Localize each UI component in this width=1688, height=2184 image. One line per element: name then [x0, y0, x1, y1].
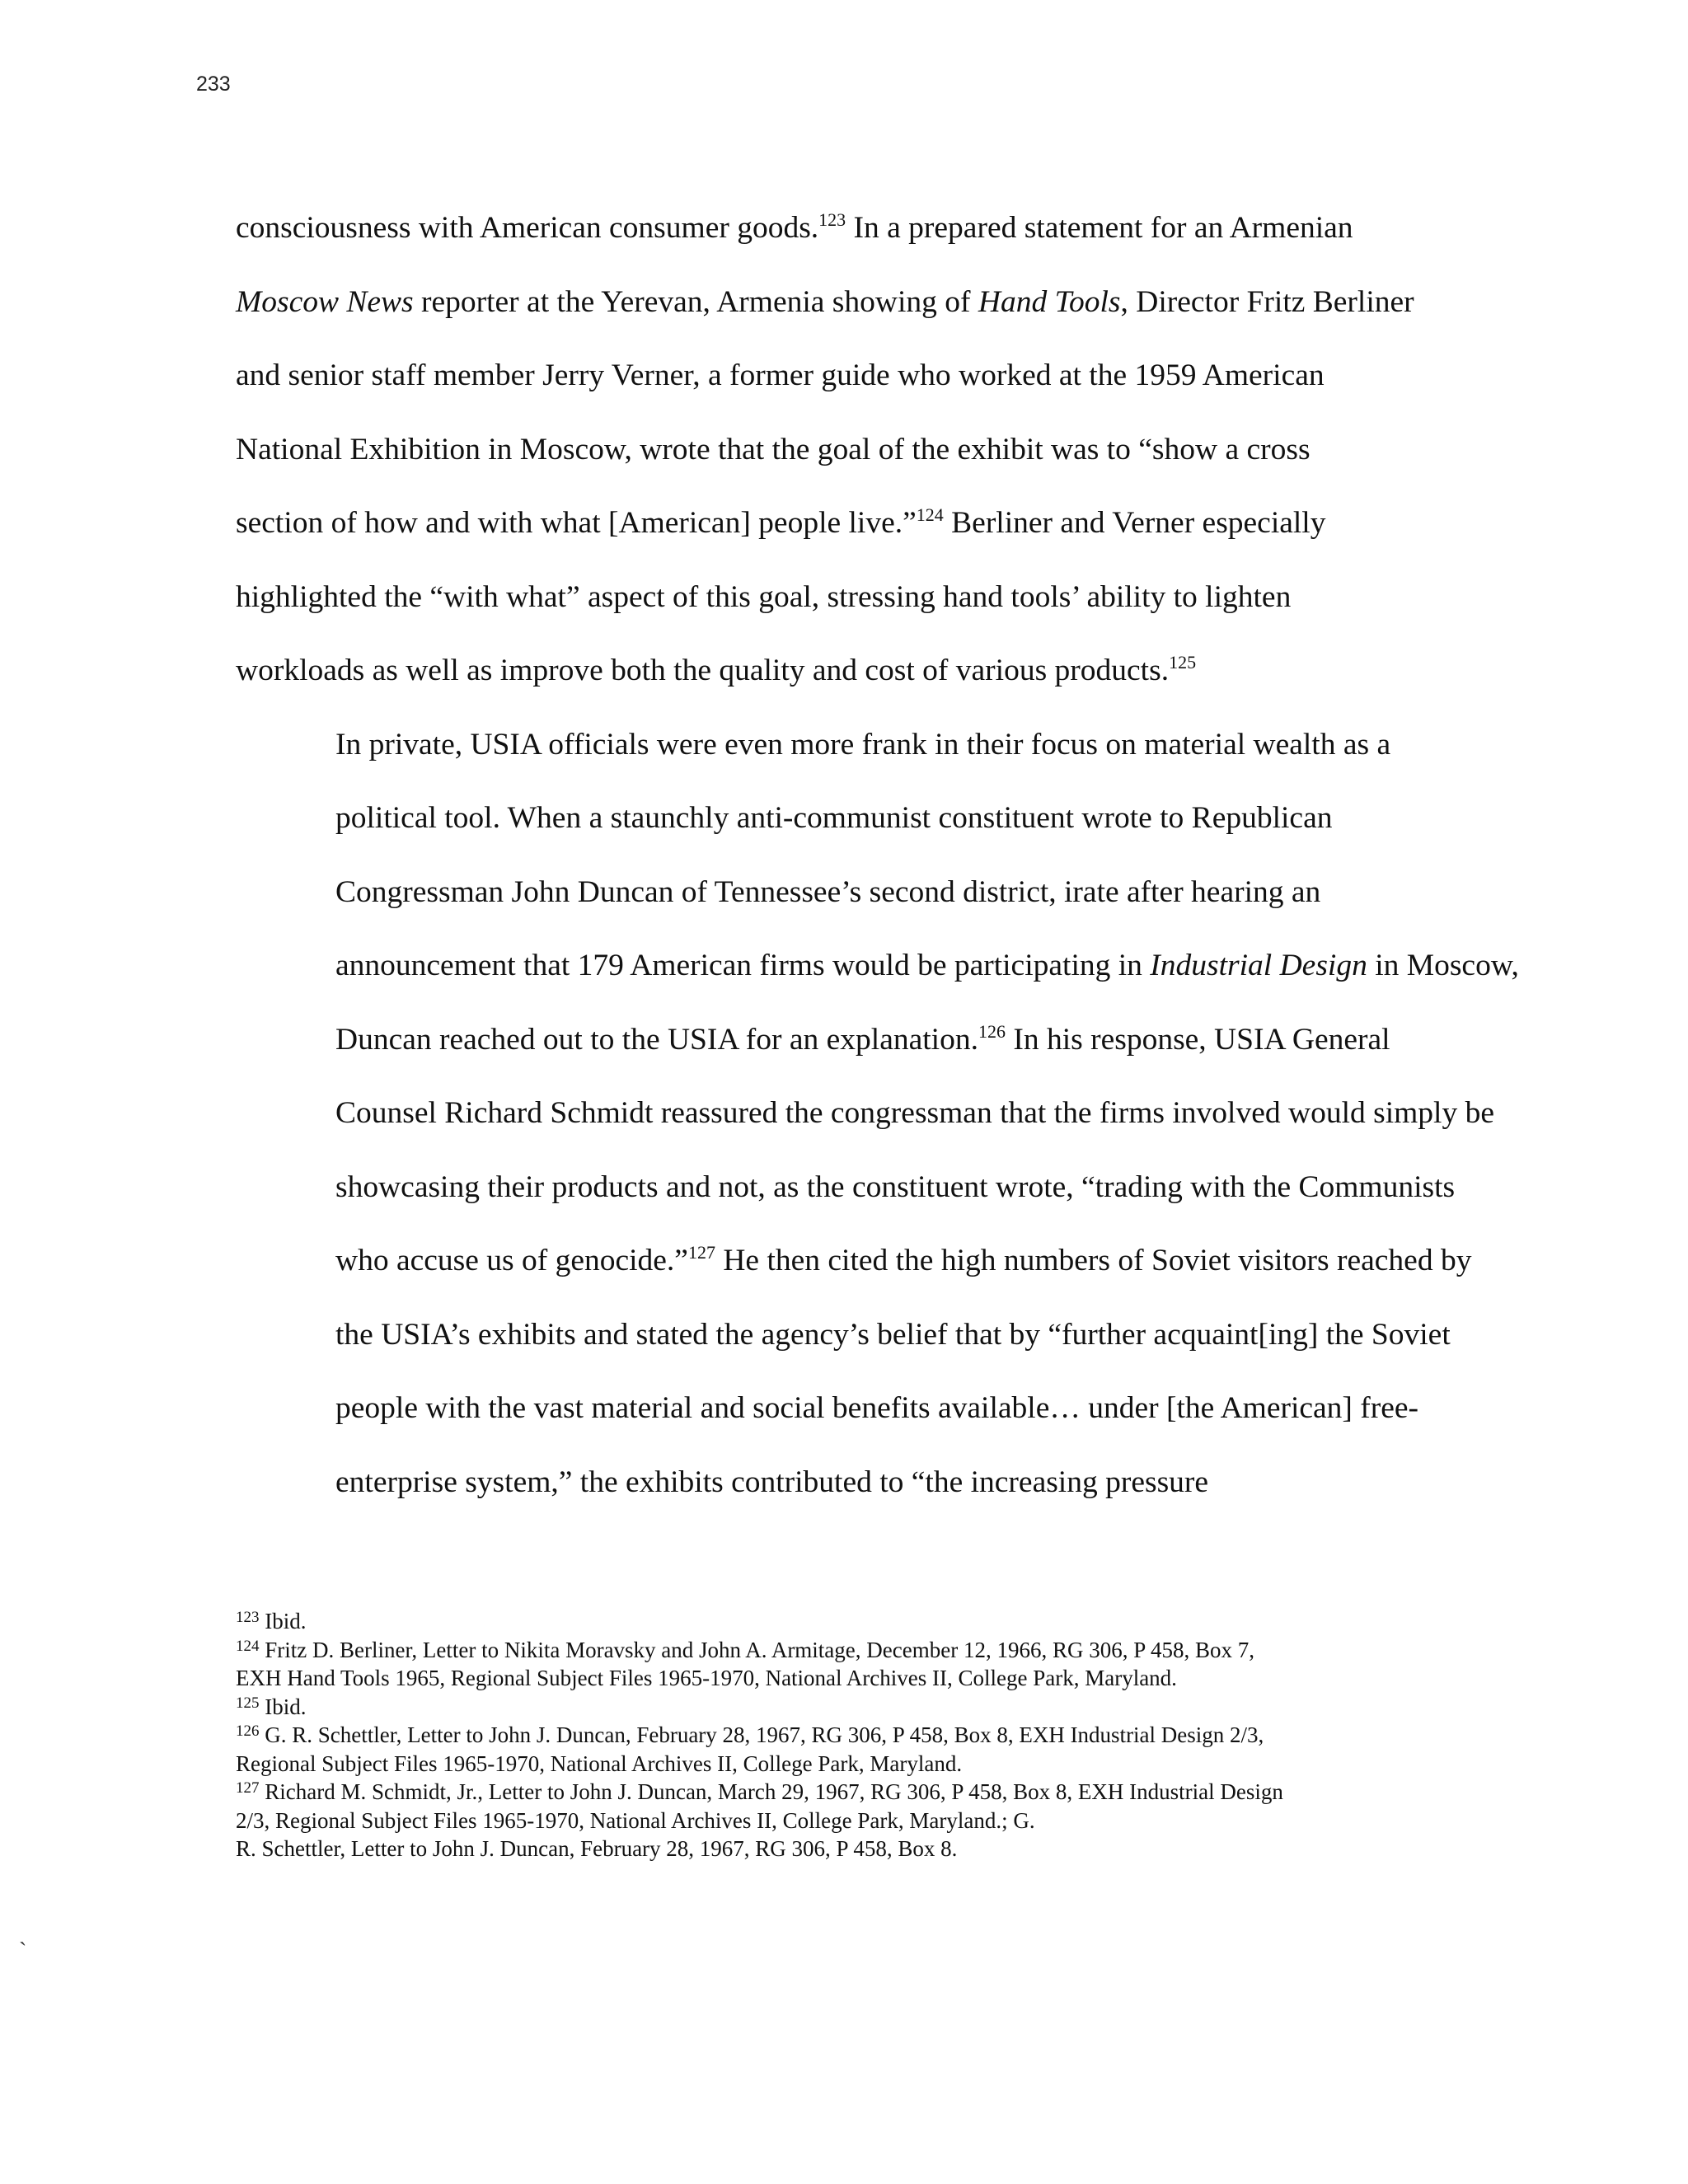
text-span: workloads as well as improve both the quality and cost of various products.	[236, 654, 1170, 687]
text-line	[236, 929, 1519, 1003]
footnote-line: 2/3, Regional Subject Files 1965-1970, National Archives II, College Park, Maryland.; G.	[236, 1807, 1035, 1833]
footnote-line	[236, 1721, 1447, 1750]
footnote-text: Ibid.	[265, 1609, 307, 1633]
footnote-text: Richard M. Schmidt, Jr., Letter to John J. Duncan, March 29, 1967, RG 306, P 458, Box 8, EXH Industrial Design	[265, 1779, 1283, 1804]
footnote-line	[236, 1778, 1447, 1807]
text-span: He then cited the high numbers of Soviet visitors reached by	[715, 1244, 1472, 1277]
footnote-number: 123	[236, 1609, 260, 1626]
footnote-number: 125	[236, 1694, 260, 1712]
text-line: highlighted the “with what” aspect of this goal, stressing hand tools’ ability to lighten	[236, 579, 1292, 614]
footnote-ref-123: 123	[818, 209, 846, 230]
italic-title-industrial-design: Industrial Design	[1150, 949, 1367, 982]
text-span: Berliner and Verner especially	[943, 506, 1326, 540]
text-span: In his response, USIA General	[1005, 1022, 1390, 1057]
text-line: people with the vast material and social benefits available… under [the American] free-	[335, 1391, 1419, 1425]
footnote-text: Ibid.	[265, 1694, 307, 1719]
footnote-text: G. R. Schettler, Letter to John J. Duncan, February 28, 1967, RG 306, P 458, Box 8, EXH Industrial Design 2/3,	[265, 1722, 1264, 1747]
footnote-126	[236, 1721, 1447, 1778]
stray-mark: `	[19, 1938, 27, 1964]
footnote-125	[236, 1693, 1447, 1722]
text-span: Duncan reached out to the USIA for an explanation.	[335, 1022, 978, 1057]
footnote-ref-127: 127	[687, 1242, 715, 1263]
text-line: National Exhibition in Moscow, wrote that the goal of the exhibit was to “show a cross	[236, 432, 1311, 466]
footnote-number: 126	[236, 1722, 260, 1740]
text-span: In a prepared statement for an Armenian	[846, 211, 1353, 245]
footnote-number: 124	[236, 1637, 260, 1655]
text-line: Counsel Richard Schmidt reassured the congressman that the firms involved would simply be	[335, 1096, 1494, 1130]
text-span: consciousness with American consumer goods.	[236, 211, 819, 245]
footnote-127	[236, 1778, 1447, 1863]
text-span: section of how and with what [American] people live.”	[236, 506, 917, 540]
paragraph-1	[236, 191, 1439, 708]
italic-title-moscow-news: Moscow News	[236, 284, 414, 319]
text-span: announcement that 179 American firms would be participating in	[335, 949, 1151, 982]
text-line: enterprise system,” the exhibits contributed to “the increasing pressure	[335, 1465, 1209, 1499]
text-line: political tool. When a staunchly anti-communist constituent wrote to Republican	[335, 801, 1333, 835]
text-line	[236, 486, 1439, 560]
text-line: showcasing their products and not, as the constituent wrote, “trading with the Communists	[335, 1169, 1456, 1204]
paragraph-2	[236, 708, 1519, 1520]
italic-title-hand-tools: Hand Tools	[978, 284, 1121, 319]
footnote-line	[236, 1636, 1447, 1665]
footnote-line: EXH Hand Tools 1965, Regional Subject Files 1965-1970, National Archives II, College Park, Maryland.	[236, 1666, 1177, 1690]
text-line	[236, 265, 1439, 340]
text-span: , Director Fritz Berliner	[1120, 284, 1414, 319]
text-line: In private, USIA officials were even more frank in their focus on material wealth as a	[335, 727, 1391, 762]
footnote-124	[236, 1636, 1447, 1693]
text-line	[236, 634, 1439, 708]
footnote-123	[236, 1607, 1447, 1636]
footnote-ref-124: 124	[916, 504, 944, 525]
text-span: reporter at the Yerevan, Armenia showing of	[413, 284, 978, 319]
body-text	[236, 191, 1519, 1519]
footnote-ref-125: 125	[1169, 652, 1197, 673]
text-line: Congressman John Duncan of Tennessee’s second district, irate after hearing an	[335, 874, 1321, 909]
footnote-text: Fritz D. Berliner, Letter to Nikita Moravsky and John A. Armitage, December 12, 1966, RG 306, P 458, Box 7,	[265, 1637, 1254, 1662]
text-span: in Moscow,	[1367, 949, 1519, 982]
footnotes	[236, 1607, 1447, 1863]
footnote-number: 127	[236, 1779, 260, 1797]
text-span: who accuse us of genocide.”	[335, 1244, 688, 1277]
text-line	[236, 191, 1439, 265]
text-line	[236, 1003, 1439, 1077]
text-line	[236, 1224, 1472, 1298]
footnote-line	[236, 1693, 1447, 1722]
footnote-line: R. Schettler, Letter to John J. Duncan, February 28, 1967, RG 306, P 458, Box 8.	[236, 1836, 958, 1861]
footnote-line	[236, 1607, 1447, 1636]
text-line: and senior staff member Jerry Verner, a former guide who worked at the 1959 American	[236, 359, 1325, 392]
text-line: the USIA’s exhibits and stated the agency’s belief that by “further acquaint[ing] the Soviet	[335, 1317, 1451, 1352]
footnote-ref-126: 126	[978, 1020, 1006, 1042]
page-number: 233	[196, 73, 231, 96]
footnote-line: Regional Subject Files 1965-1970, National Archives II, College Park, Maryland.	[236, 1750, 963, 1776]
